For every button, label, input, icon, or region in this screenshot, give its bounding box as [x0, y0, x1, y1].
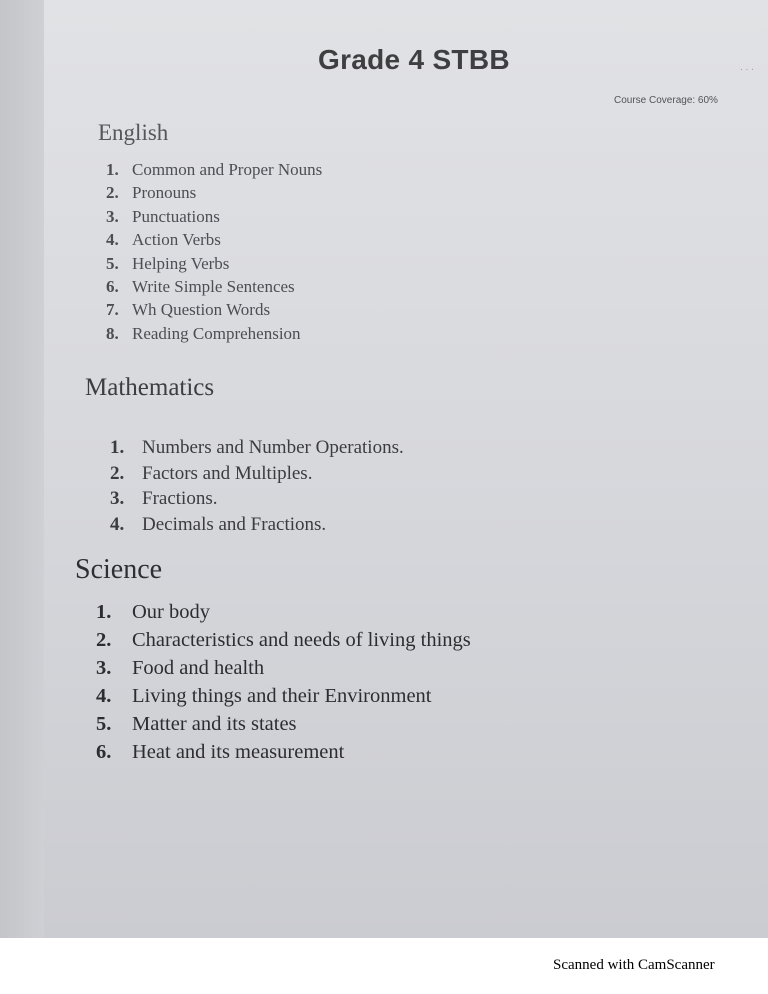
- list-item: [96, 738, 471, 766]
- list-item: [110, 435, 404, 461]
- list-item: [110, 512, 404, 538]
- item-number: 6.: [96, 741, 112, 763]
- item-text: Factors and Multiples.: [142, 462, 313, 484]
- item-number: 1.: [96, 601, 112, 623]
- list-item: [96, 710, 471, 738]
- item-number: 8.: [106, 323, 119, 343]
- course-coverage: Course Coverage: 60%: [614, 95, 718, 106]
- item-text: Punctuations: [132, 206, 220, 226]
- item-text: Heat and its measurement: [132, 741, 345, 763]
- item-number: 1.: [106, 160, 119, 179]
- science-heading: Science: [75, 554, 163, 585]
- item-number: 5.: [96, 713, 112, 735]
- item-number: 4.: [110, 513, 125, 535]
- item-text: Fractions.: [142, 488, 218, 509]
- english-heading: English: [98, 120, 169, 145]
- list-item: [106, 322, 322, 345]
- item-number: 4.: [96, 685, 112, 707]
- item-number: 7.: [106, 300, 119, 320]
- list-item: [96, 654, 471, 682]
- camscanner-watermark: Scanned with CamScanner: [553, 957, 715, 973]
- mathematics-topic-list: [110, 435, 404, 537]
- item-text: Characteristics and needs of living things: [132, 629, 471, 651]
- item-number: 6.: [106, 276, 119, 296]
- english-topic-list: [106, 158, 322, 345]
- list-item: [106, 275, 322, 298]
- item-number: 4.: [106, 230, 119, 250]
- item-number: 2.: [96, 629, 112, 651]
- list-item: [106, 205, 322, 228]
- list-item: [96, 682, 471, 710]
- list-item: [106, 252, 322, 275]
- list-item: [96, 598, 471, 626]
- science-topic-list: [96, 598, 471, 766]
- item-text: Write Simple Sentences: [132, 276, 295, 296]
- item-text: Reading Comprehension: [132, 323, 301, 343]
- item-text: Wh Question Words: [132, 300, 271, 320]
- item-text: Matter and its states: [132, 713, 297, 735]
- item-text: Food and health: [132, 657, 265, 679]
- list-item: [106, 228, 322, 251]
- item-text: Helping Verbs: [132, 253, 230, 273]
- item-number: 1.: [110, 437, 125, 458]
- item-text: Numbers and Number Operations.: [142, 437, 404, 458]
- item-text: Living things and their Environment: [132, 685, 432, 707]
- list-item: [106, 158, 322, 181]
- document-title: Grade 4 STBB: [318, 44, 510, 75]
- list-item: [96, 626, 471, 654]
- item-text: Action Verbs: [132, 230, 221, 250]
- list-item: [106, 298, 322, 321]
- item-text: Decimals and Fractions.: [142, 513, 327, 535]
- item-number: 5.: [106, 253, 119, 273]
- item-number: 2.: [106, 183, 119, 203]
- list-item: [110, 461, 404, 487]
- item-text: Common and Proper Nouns: [132, 160, 323, 179]
- item-number: 3.: [106, 206, 119, 226]
- item-text: Our body: [132, 601, 211, 623]
- item-number: 3.: [110, 488, 125, 509]
- corner-dots: . . .: [740, 62, 754, 73]
- list-item: [106, 181, 322, 204]
- list-item: [110, 486, 404, 512]
- item-number: 2.: [110, 462, 125, 484]
- item-number: 3.: [96, 657, 112, 679]
- item-text: Pronouns: [132, 183, 197, 203]
- mathematics-heading: Mathematics: [85, 374, 215, 401]
